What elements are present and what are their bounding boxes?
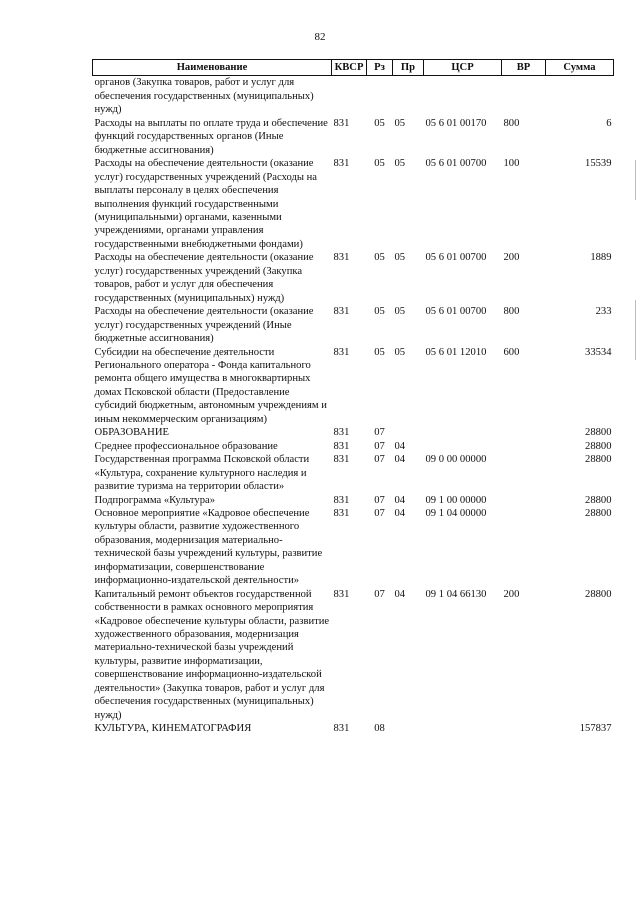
cell-sum: 28800 (585, 494, 612, 506)
cell-sum: 28800 (585, 507, 612, 519)
cell-rz: 08 (374, 723, 385, 735)
cell-sum: 28800 (585, 454, 612, 466)
cell-kvsr (332, 76, 367, 117)
cell-sum: 15539 (585, 158, 612, 170)
cell-pr: 04 (394, 454, 406, 466)
cell-rz: 07 (374, 427, 385, 439)
cell-vr (502, 507, 546, 588)
cell-rz: 07 (374, 507, 385, 519)
header-vr: ВР (502, 60, 546, 76)
cell-csr: 09 1 00 00000 (425, 494, 487, 506)
cell-name: Расходы на обеспечение деятельности (оказание услуг) государственных учреждений (Расходы на выплаты персоналу в целях обеспечения выполнения функций государственными (муниципальными) органами, казенными учреждениями, органами управления государственными внебюджетными фондами) (94, 158, 317, 250)
cell-vr (502, 494, 546, 507)
cell-csr: 09 1 04 00000 (425, 507, 487, 519)
cell-csr: 05 6 01 00170 (425, 117, 487, 129)
cell-sum: 157837 (579, 723, 612, 735)
cell-name: Среднее профессиональное образование (94, 440, 278, 452)
cell-kvsr: 831 (333, 158, 350, 170)
table-row (93, 305, 614, 345)
cell-vr: 800 (503, 306, 520, 318)
cell-vr: 100 (503, 158, 520, 170)
cell-kvsr: 831 (333, 588, 350, 600)
table-row (93, 507, 614, 588)
table-row (93, 494, 614, 507)
header-sum: Сумма (546, 60, 614, 76)
table-row (93, 722, 614, 735)
cell-kvsr: 831 (333, 117, 350, 129)
cell-vr (502, 453, 546, 493)
table-header (93, 60, 614, 76)
cell-rz: 05 (374, 117, 385, 129)
cell-rz: 05 (374, 252, 385, 264)
cell-kvsr: 831 (333, 440, 350, 452)
cell-pr: 05 (394, 117, 406, 129)
cell-rz: 05 (374, 306, 385, 318)
cell-pr: 05 (394, 252, 406, 264)
scan-edge-mark (635, 300, 636, 360)
cell-rz (367, 76, 393, 117)
cell-pr (393, 76, 424, 117)
cell-sum: 28800 (585, 588, 612, 600)
scan-edge-mark (635, 160, 636, 200)
cell-sum: 28800 (585, 427, 612, 439)
cell-pr: 04 (394, 507, 406, 519)
table-row (93, 76, 614, 117)
cell-csr: 05 6 01 00700 (425, 158, 487, 170)
cell-sum: 33534 (585, 346, 612, 358)
table-row (93, 346, 614, 427)
header-pr: Пр (393, 60, 424, 76)
cell-kvsr: 831 (333, 454, 350, 466)
header-rz: Рз (367, 60, 393, 76)
cell-name: КУЛЬТУРА, КИНЕМАТОГРАФИЯ (94, 723, 252, 735)
cell-name: Расходы на обеспечение деятельности (оказание услуг) государственных учреждений (Иные бюджетные ассигнования) (94, 306, 314, 345)
cell-pr: 05 (394, 346, 406, 358)
cell-sum (546, 76, 614, 117)
cell-rz: 05 (374, 346, 385, 358)
cell-vr: 800 (503, 117, 520, 129)
cell-kvsr: 831 (333, 306, 350, 318)
cell-pr: 04 (394, 588, 406, 600)
cell-name: Основное мероприятие «Кадровое обеспечение культуры области, развитие художественного образования, модернизация материально-технической базы учреждений культуры, развитие информатизации, совершенствование информационно-издательской деятельности» (94, 507, 323, 587)
cell-sum: 28800 (585, 440, 612, 452)
budget-table (92, 59, 614, 736)
cell-pr (393, 722, 424, 735)
cell-rz: 07 (374, 588, 385, 600)
cell-vr: 600 (503, 346, 520, 358)
cell-csr: 09 1 04 66130 (425, 588, 487, 600)
cell-rz: 07 (374, 454, 385, 466)
cell-name: Расходы на обеспечение деятельности (оказание услуг) государственных учреждений (Закупка товаров, работ и услуг для обеспечения государственных (муниципальных) нужд) (94, 252, 314, 304)
cell-pr: 05 (394, 158, 406, 170)
cell-csr: 05 6 01 00700 (425, 306, 487, 318)
cell-vr (502, 76, 546, 117)
cell-rz: 05 (374, 158, 385, 170)
cell-vr (502, 440, 546, 453)
cell-pr: 04 (394, 440, 406, 452)
cell-csr (424, 76, 502, 117)
cell-vr: 200 (503, 588, 520, 600)
page-number: 82 (314, 31, 326, 43)
cell-csr (424, 426, 502, 439)
header-csr: ЦСР (424, 60, 502, 76)
table-row (93, 588, 614, 723)
cell-name: ОБРАЗОВАНИЕ (94, 427, 169, 439)
cell-pr: 05 (394, 306, 406, 318)
header-kvsr: КВСР (332, 60, 367, 76)
cell-sum: 1889 (590, 252, 612, 264)
cell-pr (393, 426, 424, 439)
table-row (93, 117, 614, 157)
cell-vr (502, 722, 546, 735)
cell-name: Субсидии на обеспечение деятельности Регионального оператора - Фонда капитального ремонта общего имущества в многоквартирных домах Псковской области (Предоставление субсидий бюджетным, автономным учреждениям и иным некоммерческим организациям) (94, 346, 327, 425)
table-row (93, 453, 614, 493)
cell-vr (502, 426, 546, 439)
cell-name: Капитальный ремонт объектов государственной собственности в рамках основного мероприятия «Кадровое обеспечение культуры области, развитие художественного образования, модернизация материально-технической базы учреждений культуры, развитие информатизации, совершенствование информационно-издательской деятельности» (Закупка товаров, работ и услуг для обеспечения государственных (муниципальных) нужд) (94, 588, 330, 721)
cell-csr: 05 6 01 00700 (425, 252, 487, 264)
cell-name: Расходы на выплаты по оплате труда и обеспечение функций государственных органов (Иные бюджетные ассигнования) (94, 117, 328, 156)
cell-csr (424, 440, 502, 453)
cell-rz: 07 (374, 440, 385, 452)
table-row (93, 440, 614, 453)
cell-kvsr: 831 (333, 507, 350, 519)
cell-vr: 200 (503, 252, 520, 264)
cell-pr: 04 (394, 494, 406, 506)
cell-csr (424, 722, 502, 735)
cell-kvsr: 831 (333, 346, 350, 358)
cell-name: органов (Закупка товаров, работ и услуг для обеспечения государственных (муниципальных) нужд) (94, 77, 314, 116)
cell-name: Государственная программа Псковской области «Культура, сохранение культурного наследия и развитие туризма на территории области» (94, 454, 310, 493)
table-body (93, 76, 614, 736)
cell-kvsr: 831 (333, 427, 350, 439)
cell-kvsr: 831 (333, 494, 350, 506)
table-row (93, 426, 614, 439)
header-name: Наименование (93, 60, 332, 76)
cell-name: Подпрограмма «Культура» (94, 494, 216, 506)
cell-kvsr: 831 (333, 723, 350, 735)
table-row (93, 251, 614, 305)
cell-sum: 6 (606, 117, 612, 129)
cell-sum: 233 (595, 306, 612, 318)
header-row (93, 60, 614, 76)
table-row (93, 157, 614, 251)
cell-csr: 05 6 01 12010 (425, 346, 487, 358)
cell-kvsr: 831 (333, 252, 350, 264)
cell-csr: 09 0 00 00000 (425, 454, 487, 466)
cell-rz: 07 (374, 494, 385, 506)
